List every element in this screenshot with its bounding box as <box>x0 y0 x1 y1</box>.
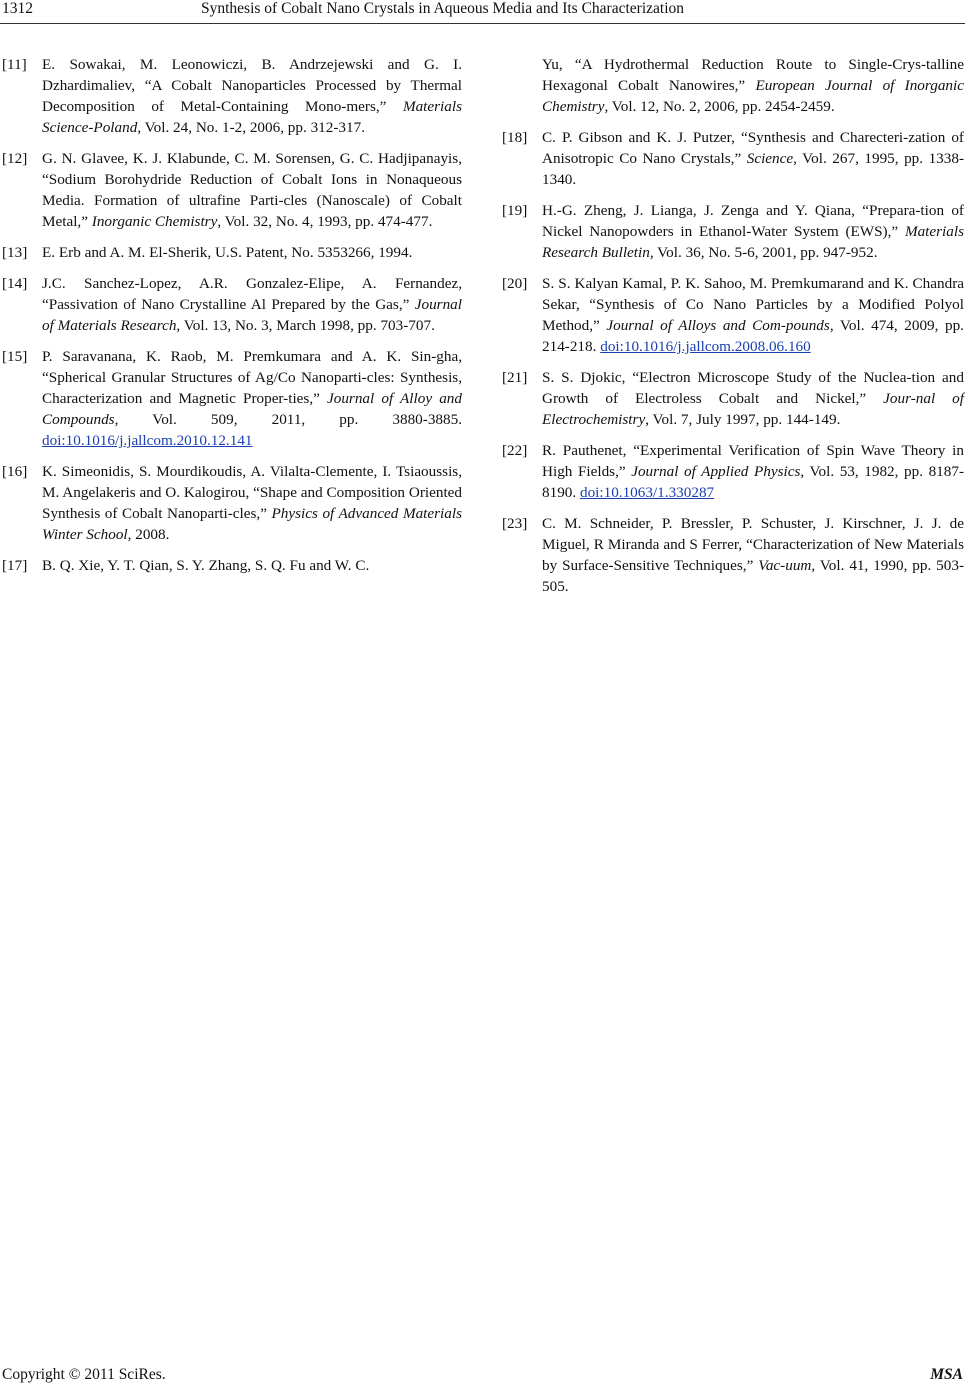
journal-title: Journal of Alloys and Com-pounds <box>606 317 830 334</box>
reference-entry <box>2 555 462 576</box>
reference-column-right <box>502 54 964 607</box>
journal-title: European Journal of Inorganic Chemistry <box>542 77 964 115</box>
reference-number: [22] <box>502 442 528 459</box>
reference-text: E. Sowakai, M. Leonowiczi, B. Andrzejewski and G. I. Dzhardimaliev, “A Cobalt Nanoparticles Processed by Thermal Decomposition of Metal-Containing Mono-mers,” <box>42 56 462 115</box>
reference-text: , Vol. 32, No. 4, 1993, pp. 474-477. <box>217 213 433 230</box>
reference-text: E. Erb and A. M. El-Sherik, U.S. Patent, No. 5353266, 1994. <box>42 244 413 261</box>
journal-title: Journal of Alloy and Compounds <box>42 390 462 428</box>
reference-entry <box>2 273 462 336</box>
doi-link[interactable]: doi:10.1016/j.jallcom.2008.06.160 <box>600 338 811 355</box>
reference-entry <box>502 273 964 357</box>
reference-entry <box>2 148 462 232</box>
reference-text: H.-G. Zheng, J. Lianga, J. Zenga and Y. Qiana, “Prepara-tion of Nickel Nanopowders in Ethanol-Water System (EWS),” <box>542 202 964 240</box>
journal-title: Vac-uum <box>758 557 812 574</box>
journal-title: Physics of Advanced Materials Winter School <box>42 505 462 543</box>
reference-text: , Vol. 41, 1990, pp. 503-505. <box>542 557 965 595</box>
reference-text: , Vol. 24, No. 1-2, 2006, pp. 312-317. <box>137 119 365 136</box>
copyright-notice: Copyright © 2011 SciRes. <box>2 1366 166 1383</box>
reference-text: , Vol. 509, 2011, pp. 3880-3885. <box>114 411 462 428</box>
page-header <box>0 0 965 24</box>
reference-text: P. Saravanana, K. Raob, M. Premkumara and A. K. Sin-gha, “Spherical Granular Structures of Ag/Co Nanoparti-cles: Synthesis, Characterization and Magnetic Proper-ties,” <box>42 348 462 407</box>
header-rule <box>0 23 965 24</box>
reference-entry <box>502 127 964 190</box>
reference-number: [21] <box>502 369 528 386</box>
reference-number: [20] <box>502 275 528 292</box>
reference-entry <box>2 461 462 545</box>
reference-entry <box>502 200 964 263</box>
running-title: Synthesis of Cobalt Nano Crystals in Aqueous Media and Its Characterization <box>201 0 684 17</box>
reference-number: [15] <box>2 348 28 365</box>
reference-entry <box>502 367 964 430</box>
reference-entry <box>502 513 964 597</box>
reference-text: B. Q. Xie, Y. T. Qian, S. Y. Zhang, S. Q. Fu and W. C. <box>42 557 370 574</box>
reference-number: [17] <box>2 557 28 574</box>
reference-text: , Vol. 474, 2009, pp. 214-218. <box>542 317 964 355</box>
reference-number: [23] <box>502 515 528 532</box>
reference-entry <box>2 54 462 138</box>
journal-title: Materials Research Bulletin <box>542 223 964 261</box>
reference-number: [19] <box>502 202 528 219</box>
reference-text: , Vol. 267, 1995, pp. 1338-1340. <box>542 150 965 188</box>
reference-text: Yu, “A Hydrothermal Reduction Route to Single-Crys-talline Hexagonal Cobalt Nanowires,” <box>542 56 964 94</box>
reference-text: , Vol. 7, July 1997, pp. 144-149. <box>645 411 841 428</box>
reference-text: G. N. Glavee, K. J. Klabunde, C. M. Sorensen, G. C. Hadjipanayis, “Sodium Borohydride Reduction of Cobalt Ions in Nonaqueous Media. Formation of ultrafine Parti-cles (Nanoscale) of Cobalt Metal,” <box>42 150 462 230</box>
reference-text: , Vol. 36, No. 5-6, 2001, pp. 947-952. <box>649 244 878 261</box>
journal-title: Journal of Materials Research <box>42 296 462 334</box>
reference-number: [12] <box>2 150 28 167</box>
reference-number: [14] <box>2 275 28 292</box>
reference-entry <box>2 242 462 263</box>
reference-number: [16] <box>2 463 28 480</box>
reference-number: [18] <box>502 129 528 146</box>
reference-text: K. Simeonidis, S. Mourdikoudis, A. Vilalta-Clemente, I. Tsiaoussis, M. Angelakeris and O. Kalogirou, “Shape and Composition Oriented Synthesis of Cobalt Nanoparti-cles,” <box>42 463 462 522</box>
reference-text: , Vol. 12, No. 2, 2006, pp. 2454-2459. <box>604 98 835 115</box>
reference-text: C. M. Schneider, P. Bressler, P. Schuster, J. Kirschner, J. J. de Miguel, R Miranda and S Ferrer, “Characterization of New Materials by Surface-Sensitive Techniques,” <box>542 515 964 574</box>
reference-entry <box>2 346 462 451</box>
reference-text: S. S. Kalyan Kamal, P. K. Sahoo, M. Premkumarand and K. Chandra Sekar, “Synthesis of Co Nano Particles by a Modified Polyol Method,” <box>542 275 964 334</box>
doi-link[interactable]: doi:10.1016/j.jallcom.2010.12.141 <box>42 432 253 449</box>
journal-title: Journal of Applied Physics <box>631 463 801 480</box>
reference-entry <box>502 440 964 503</box>
reference-text: J.C. Sanchez-Lopez, A.R. Gonzalez-Elipe, A. Fernandez, “Passivation of Nano Crystalline Al Prepared by the Gas,” <box>42 275 462 313</box>
doi-link[interactable]: doi:10.1063/1.330287 <box>579 484 715 501</box>
reference-text: , Vol. 13, No. 3, March 1998, pp. 703-707. <box>176 317 435 334</box>
reference-entry <box>502 54 964 117</box>
page-footer <box>0 1366 965 1386</box>
journal-title: Inorganic Chemistry <box>91 213 218 230</box>
page-number: 1312 <box>2 0 33 17</box>
journal-title: Jour-nal of Electrochemistry <box>542 390 964 428</box>
reference-text: , 2008. <box>127 526 170 543</box>
journal-title: Science <box>746 150 794 167</box>
journal-abbreviation: MSA <box>930 1366 963 1383</box>
reference-text: , Vol. 53, 1982, pp. 8187-8190. <box>542 463 965 501</box>
reference-text: R. Pauthenet, “Experimental Verification of Spin Wave Theory in High Fields,” <box>542 442 964 480</box>
journal-title: Materials Science-Poland <box>42 98 462 136</box>
reference-number: [11] <box>2 56 27 73</box>
reference-text: S. S. Djokic, “Electron Microscope Study of the Nuclea-tion and Growth of Electroless Cobalt and Nickel,” <box>542 369 964 407</box>
reference-text: C. P. Gibson and K. J. Putzer, “Synthesis and Charecteri-zation of Anisotropic Co Nano Crystals,” <box>542 129 964 167</box>
reference-column-left <box>2 54 462 586</box>
reference-number: [13] <box>2 244 28 261</box>
